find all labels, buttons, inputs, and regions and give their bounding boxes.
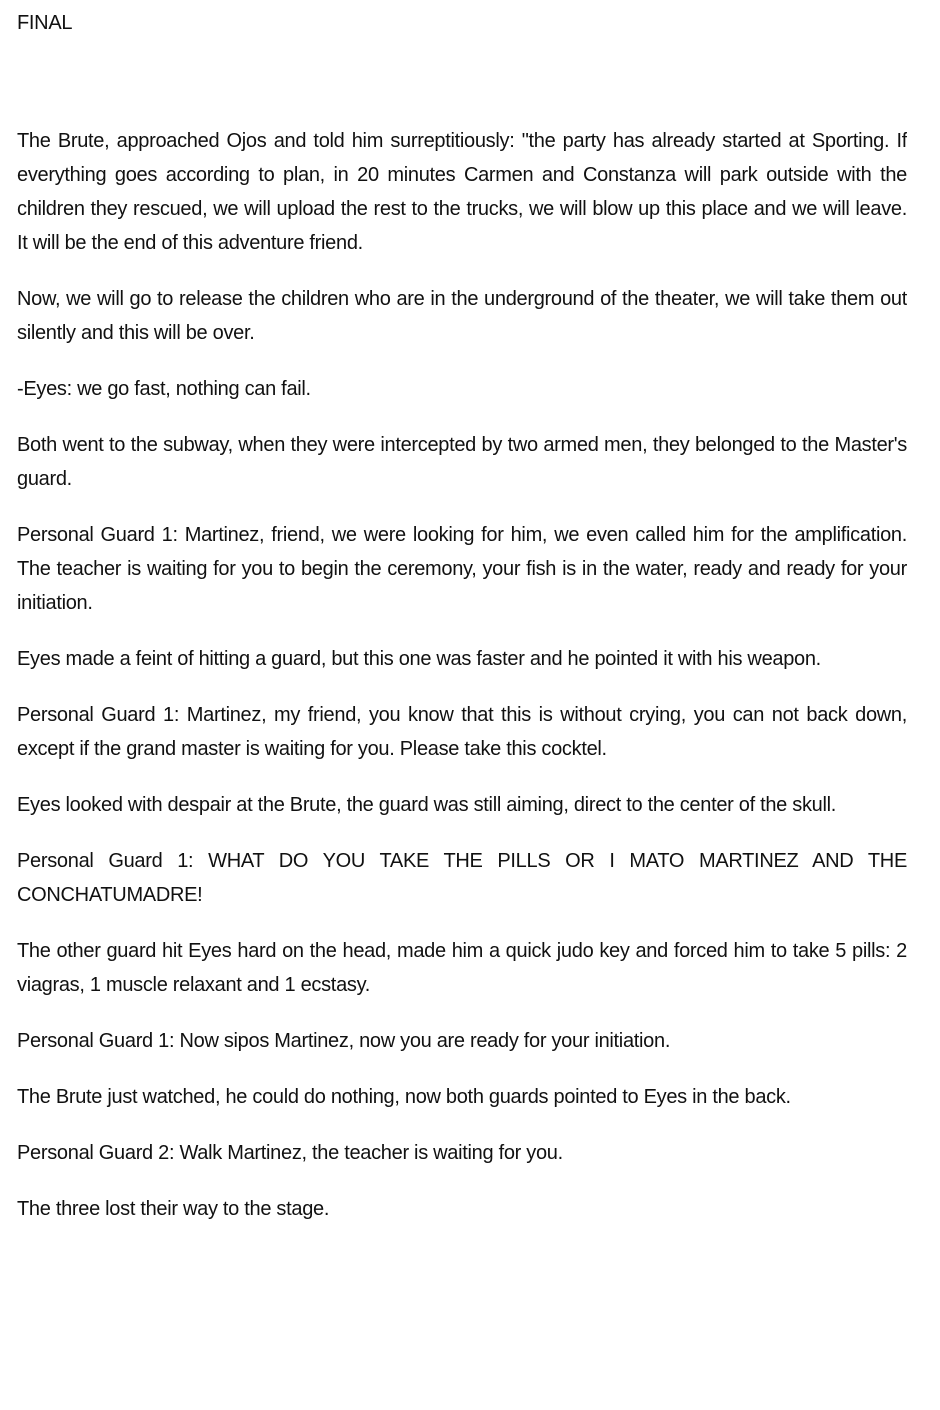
paragraph: Both went to the subway, when they were intercepted by two armed men, they belonged to the Master's guard. bbox=[17, 434, 907, 490]
document-heading: FINAL bbox=[17, 12, 73, 34]
document-body bbox=[17, 124, 907, 1226]
document-page bbox=[17, 0, 907, 1410]
paragraph: Personal Guard 1: WHAT DO YOU TAKE THE PILLS OR I MATO MARTINEZ AND THE CONCHATUMADRE! bbox=[17, 850, 907, 906]
paragraph: Personal Guard 1: Martinez, friend, we were looking for him, we even called him for the amplification. The teacher is waiting for you to begin the ceremony, your fish is in the water, ready and ready for your initiation. bbox=[17, 524, 907, 614]
paragraph: Personal Guard 2: Walk Martinez, the teacher is waiting for you. bbox=[17, 1142, 563, 1164]
paragraph: Eyes made a feint of hitting a guard, but this one was faster and he pointed it with his weapon. bbox=[17, 648, 821, 670]
paragraph: The other guard hit Eyes hard on the head, made him a quick judo key and forced him to take 5 pills: 2 viagras, 1 muscle relaxant and 1 ecstasy. bbox=[17, 940, 907, 996]
paragraph: The Brute just watched, he could do nothing, now both guards pointed to Eyes in the back. bbox=[17, 1086, 791, 1108]
paragraph: Personal Guard 1: Martinez, my friend, you know that this is without crying, you can not back down, except if the grand master is waiting for you. Please take this cocktel. bbox=[17, 704, 907, 760]
paragraph: The Brute, approached Ojos and told him surreptitiously: "the party has already started at Sporting. If everything goes according to plan, in 20 minutes Carmen and Constanza will park outside with the children they rescued, we will upload the rest to the trucks, we will blow up this place and we will leave. It will be the end of this adventure friend. bbox=[17, 130, 907, 254]
paragraph: Personal Guard 1: Now sipos Martinez, now you are ready for your initiation. bbox=[17, 1030, 671, 1052]
paragraph: The three lost their way to the stage. bbox=[17, 1198, 330, 1220]
paragraph: Eyes looked with despair at the Brute, the guard was still aiming, direct to the center of the skull. bbox=[17, 794, 837, 816]
paragraph: -Eyes: we go fast, nothing can fail. bbox=[17, 378, 311, 400]
paragraph: Now, we will go to release the children who are in the underground of the theater, we will take them out silently and this will be over. bbox=[17, 288, 907, 344]
